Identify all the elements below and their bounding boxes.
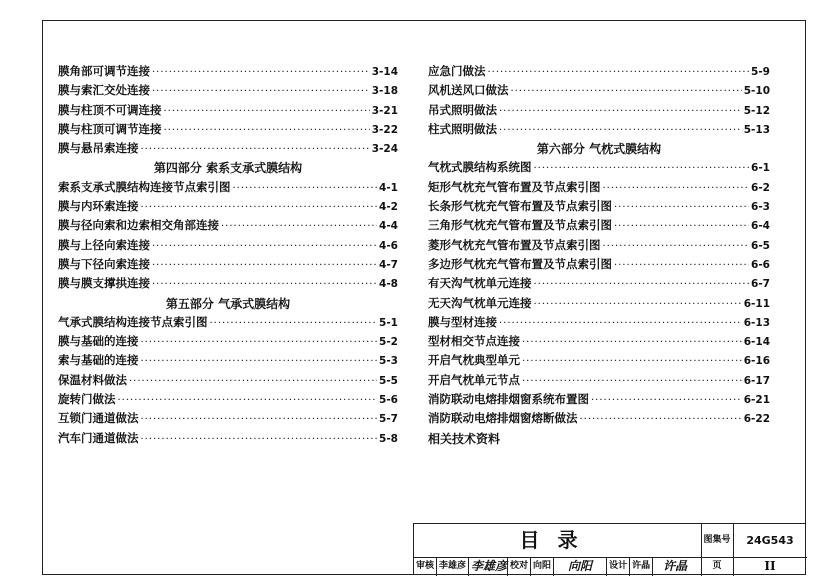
toc-entry-title: 膜与柱顶不可调连接 [58,102,162,117]
toc-entry-page: 3-22 [371,123,398,136]
toc-entry[interactable] [58,121,398,140]
dot-leader [603,241,750,252]
toc-left-column [58,63,398,449]
toc-entry[interactable] [58,102,398,121]
dot-leader [164,106,370,117]
toc-entry-title: 气承式膜结构连接节点索引图 [58,314,208,329]
toc-entry-page: 6-4 [751,220,770,233]
toc-entry-title: 多边形气枕充气管布置及节点索引图 [428,256,612,271]
toc-entry[interactable] [428,352,770,371]
page-label: 页 [701,557,734,576]
toc-entry-page: 6-22 [743,413,770,426]
toc-entry-title: 有天沟气枕单元连接 [428,276,532,291]
toc-entry-title: 开启气枕单元节点 [428,372,520,387]
dot-leader [141,434,378,445]
toc-entry[interactable] [58,352,398,371]
toc-entry-title: 相关技术资料 [428,431,501,446]
toc-entry[interactable] [428,82,770,101]
dot-leader [141,202,378,213]
toc-entry-page: 5-1 [379,316,398,329]
dot-leader [118,395,378,406]
toc-entry-page: 4-4 [379,220,398,233]
toc-entry[interactable] [58,410,398,429]
toc-entry[interactable] [428,102,770,121]
dot-leader [210,318,378,329]
toc-entry-title: 索与基础的连接 [58,353,139,368]
reviewer-name: 李雄彦 [437,557,469,576]
toc-entry-page: 6-16 [743,355,770,368]
toc-entry-page: 6-6 [751,258,770,271]
dot-leader [164,125,370,136]
toc-entry-page: 4-7 [379,258,398,271]
checker-signature: 向阳 [554,557,607,576]
toc-entry-title: 消防联动电熔排烟窗熔断做法 [428,411,578,426]
dot-leader [152,279,377,290]
toc-entry[interactable] [58,217,398,236]
section-heading: 第四部分 索系支承式膜结构 [153,161,303,176]
toc-entry-page: 3-21 [371,104,398,117]
toc-entry[interactable] [428,314,770,333]
toc-entry[interactable] [428,159,770,178]
dot-leader [534,163,750,174]
page-number: II [764,559,776,573]
toc-entry-page: 4-2 [379,201,398,214]
toc-entry[interactable] [428,179,770,198]
toc-entry-page: 3-18 [371,85,398,98]
dot-leader [591,395,742,406]
toc-entry[interactable] [428,333,770,352]
review-label: 审核 [414,557,437,576]
dot-leader [141,356,378,367]
title-block [413,523,806,575]
toc-entry-page: 6-11 [743,297,770,310]
toc-entry-page: 6-13 [743,316,770,329]
toc-entry[interactable] [58,391,398,410]
dot-leader [141,337,378,348]
toc-entry-page: 5-12 [743,104,770,117]
toc-entry-page: 6-5 [751,239,770,252]
dot-leader [221,221,377,232]
checker-name: 向阳 [531,557,554,576]
dot-leader [499,318,742,329]
toc-entry-title: 长条形气枕充气管布置及节点索引图 [428,199,612,214]
dot-leader [614,221,749,232]
dot-leader [614,202,749,213]
toc-entry-page: 5-2 [379,336,398,349]
dot-leader [488,67,750,78]
toc-entry-title: 开启气枕典型单元 [428,353,520,368]
toc-entry[interactable] [428,121,770,140]
dot-leader [233,183,378,194]
toc-entry-page: 5-8 [379,432,398,445]
section-heading: 第五部分 气承式膜结构 [165,296,291,311]
toc-entry[interactable] [58,333,398,352]
toc-entry-title: 菱形气枕充气管布置及节点索引图 [428,237,601,252]
sheet-title: 目录 [414,524,702,558]
toc-entry[interactable] [58,140,398,159]
toc-entry-page: 4-8 [379,278,398,291]
toc-entry[interactable] [58,82,398,101]
toc-entry-title: 风机送风口做法 [428,83,509,98]
toc-entry-title: 柱式照明做法 [428,121,497,136]
dot-leader [511,86,742,97]
toc-entry-title: 膜与柱顶可调节连接 [58,121,162,136]
toc-entry[interactable] [428,217,770,236]
toc-entry-page: 6-1 [751,162,770,175]
toc-entry-title: 保温材料做法 [58,372,127,387]
dot-leader [522,337,742,348]
toc-entry-title: 膜与上径向索连接 [58,237,150,252]
toc-entry-title: 应急门做法 [428,64,486,78]
toc-entry-page: 3-24 [371,143,398,156]
toc-entry[interactable] [428,237,770,256]
toc-entry[interactable] [58,63,398,82]
toc-entry-title: 旋转门做法 [58,392,116,407]
dot-leader [499,125,742,136]
dot-leader [129,376,377,387]
toc-entry-page: 5-5 [379,374,398,387]
toc-entry[interactable] [428,295,770,314]
toc-entry[interactable] [428,63,770,82]
toc-entry-page: 5-6 [379,394,398,407]
dot-leader [603,183,750,194]
toc-entry[interactable] [58,430,398,449]
toc-entry-title: 互锁门通道做法 [58,411,139,426]
toc-entry-title: 膜与基础的连接 [58,334,139,349]
toc-entry-page: 5-3 [379,355,398,368]
toc-entry-page: 6-2 [751,181,770,194]
toc-entry-page: 4-1 [379,181,398,194]
toc-right-column [428,63,770,449]
toc-entry-title: 膜与索汇交处连接 [58,83,150,98]
dot-leader [152,67,370,78]
toc-entry-title: 三角形气枕充气管布置及节点索引图 [428,218,612,233]
toc-entry[interactable] [428,391,770,410]
toc-entry-title: 膜与悬吊索连接 [58,141,139,156]
toc-entry-page: 6-3 [751,201,770,214]
dot-leader [152,260,377,271]
dot-leader [614,260,749,271]
dot-leader [499,106,742,117]
reviewer-signature: 李雄彦 [469,557,508,576]
toc-entry-page: 5-10 [743,85,770,98]
toc-entry-title: 膜与径向索和边索相交角部连接 [58,218,219,233]
atlas-number: 24G543 [733,524,807,558]
dot-leader [141,144,370,155]
dot-leader [522,356,742,367]
toc-entry-page: 3-14 [371,66,398,78]
toc-entry-title: 无天沟气枕单元连接 [428,295,532,310]
toc-entry-page: 6-7 [751,278,770,291]
toc-entry-page: 5-9 [751,66,770,78]
dot-leader [534,279,750,290]
toc-entry-page: 6-21 [743,394,770,407]
dot-leader [522,376,742,387]
toc-entry[interactable] [428,256,770,275]
toc-entry-title: 消防联动电熔排烟窗系统布置图 [428,392,589,407]
toc-entry-title: 膜角部可调节连接 [58,64,150,78]
toc-entry[interactable] [428,198,770,217]
toc-entry-title: 矩形气枕充气管布置及节点索引图 [428,179,601,194]
atlas-number-label: 图集号 [701,524,734,558]
dot-leader [152,241,377,252]
section-heading: 第六部分 气枕式膜结构 [536,142,662,157]
toc-entry[interactable] [58,237,398,256]
toc-entry[interactable] [58,198,398,217]
design-label: 设计 [607,557,630,576]
designer-signature: 许晶 [663,559,688,573]
toc-entry-title: 膜与下径向索连接 [58,256,150,271]
toc-entry-page: 6-14 [743,336,770,349]
toc-entry[interactable] [428,410,770,429]
toc-entry-title: 膜与膜支撑拱连接 [58,276,150,291]
toc-entry-title: 膜与型材连接 [428,314,497,329]
toc-entry-title: 吊式照明做法 [428,102,497,117]
toc-entry-title: 汽车门通道做法 [58,430,139,445]
toc-entry-page: 5-7 [379,413,398,426]
toc-entry[interactable] [58,372,398,391]
toc-entry[interactable] [58,179,398,198]
toc-entry-plain[interactable] [428,430,770,449]
toc-entry-title: 气枕式膜结构系统图 [428,160,532,175]
toc-entry[interactable] [58,275,398,294]
dot-leader [152,86,370,97]
designer-name: 许晶 [630,557,653,576]
check-label: 校对 [508,557,531,576]
toc-entry[interactable] [58,314,398,333]
toc-entry-page: 4-6 [379,239,398,252]
toc-entry[interactable] [58,256,398,275]
dot-leader [141,414,378,425]
toc-entry[interactable] [428,275,770,294]
toc-entry[interactable] [428,372,770,391]
dot-leader [580,414,742,425]
signature-row [414,557,702,576]
toc-entry-page: 5-13 [743,123,770,136]
toc-entry-page: 6-17 [743,374,770,387]
toc-entry-title: 索系支承式膜结构连接节点索引图 [58,179,231,194]
dot-leader [534,299,742,310]
toc-entry-title: 膜与内环索连接 [58,199,139,214]
toc-entry-title: 型材相交节点连接 [428,334,520,349]
